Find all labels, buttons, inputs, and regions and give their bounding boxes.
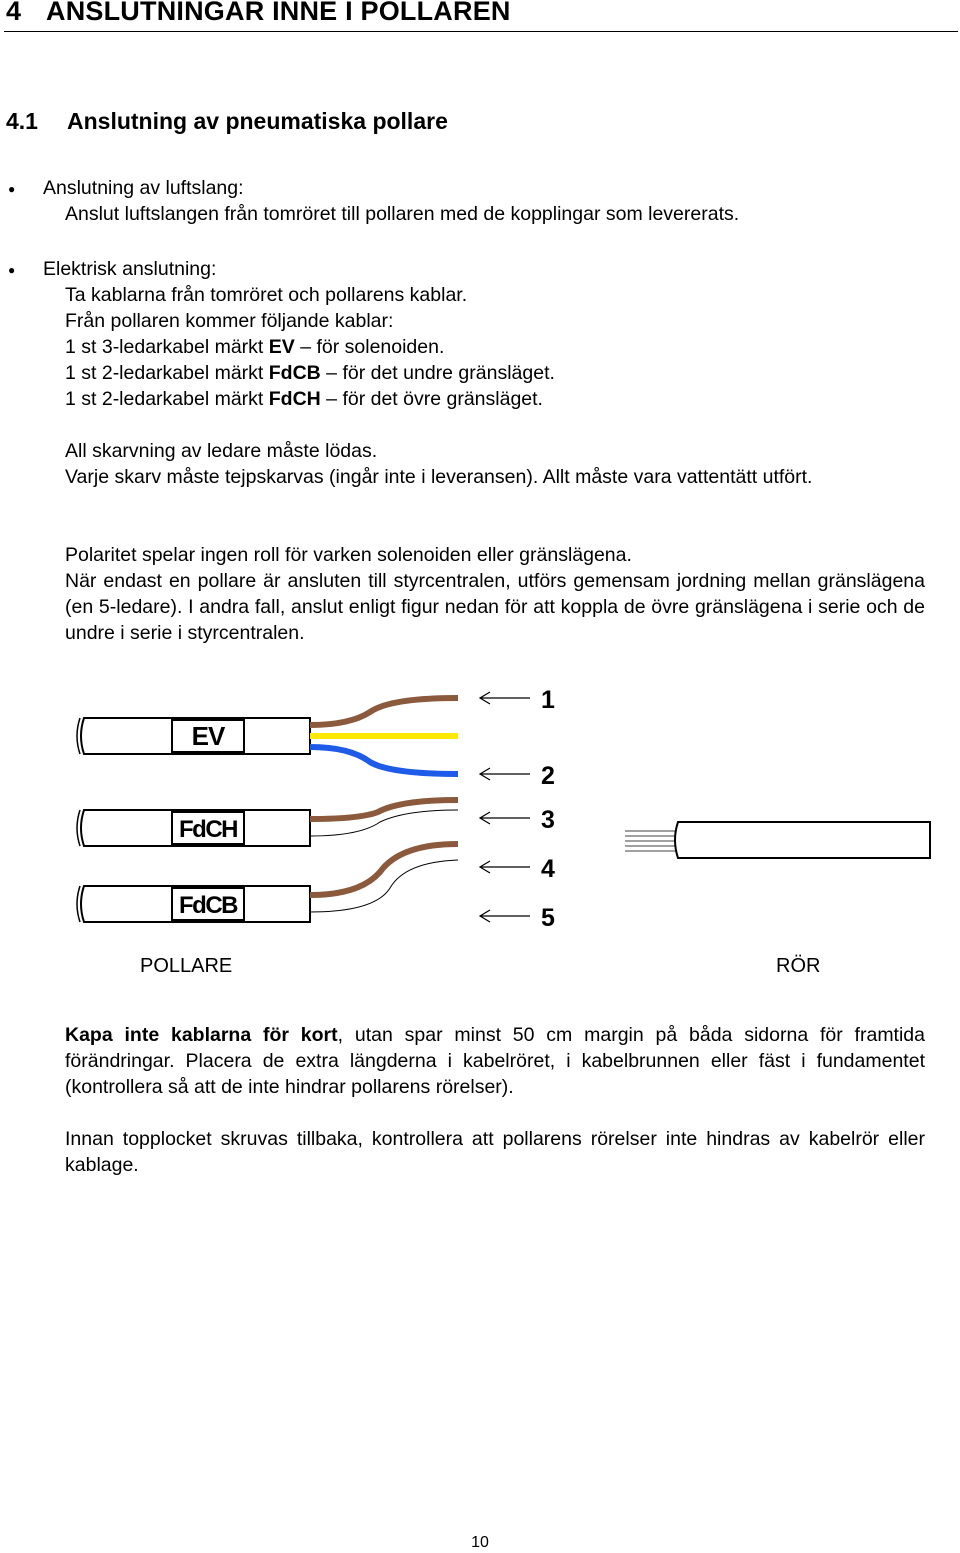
cable-suffix: – för det undre gränsläget.: [320, 362, 555, 384]
wire-number-5: 5: [541, 904, 555, 932]
wire-5-white: [310, 810, 458, 836]
wire-3-blue: [310, 747, 458, 774]
subsection-number: 4.1: [6, 108, 38, 134]
cable-prefix: 1 st 2-ledarkabel märkt: [65, 388, 269, 410]
wire-number-1: 1: [541, 686, 555, 714]
section-title: ANSLUTNINGAR INNE I POLLAREN: [46, 0, 511, 26]
cable-line-fdcb: [65, 360, 555, 386]
ev-cable-label: EV: [191, 721, 225, 751]
cable-line-fdch: [65, 386, 543, 412]
electric-line-2: Från pollaren kommer följande kablar:: [65, 310, 394, 332]
arrow-4: [480, 861, 530, 873]
bullet-title-air: Anslutning av luftslang:: [43, 177, 244, 199]
cable-label: FdCB: [268, 362, 321, 384]
cable-length-warning: [65, 1022, 925, 1100]
grounding-note: När endast en pollare är ansluten till styrcentralen, utförs gemensam jordning mellan gränslägena (en 5-ledare). I andra fall, anslut enligt figur nedan för att koppla de övre gränslägena i serie och de undre i serie i styrcentralen.: [65, 570, 925, 644]
caption-ror: RÖR: [776, 955, 821, 977]
cable-prefix: 1 st 3-ledarkabel märkt: [65, 336, 269, 358]
subsection-title: Anslutning av pneumatiska pollare: [67, 108, 448, 134]
air-instruction: Anslut luftslangen från tomröret till pollaren med de kopplingar som levererats.: [65, 203, 740, 225]
page-number: 10: [471, 1534, 489, 1551]
fdch-cable-label: FdCH: [179, 816, 237, 843]
soldering-note: All skarvning av ledare måste lödas.: [65, 440, 378, 462]
wire-1-brown: [310, 698, 458, 725]
wire-4-brown: [310, 800, 458, 819]
wire-number-2: 2: [541, 762, 555, 790]
bullet-dot: ●: [8, 182, 16, 196]
cable-suffix: – för solenoiden.: [294, 336, 445, 358]
wiring-diagram: [60, 672, 940, 942]
arrow-5: [480, 910, 530, 922]
arrow-3: [480, 812, 530, 824]
bullet-title-electric: Elektrisk anslutning:: [43, 258, 217, 280]
heading-rule: [4, 31, 958, 32]
fdcb-cable-label: FdCB: [179, 892, 237, 919]
warning-text: , utan spar minst 50 cm margin på båda sidorna för framtida förändringar. Placera de extra längderna i kabelröret, i kabelbrunnen eller fäst i fundamentet (kontrollera så att de inte hindrar pollarens rörelser).: [65, 1024, 925, 1098]
wire-number-3: 3: [541, 806, 555, 834]
wire-number-4: 4: [541, 855, 555, 883]
section-number: 4: [6, 0, 22, 26]
wire-6-brown: [310, 844, 458, 895]
cable-label: EV: [268, 336, 295, 358]
arrow-2: [480, 768, 530, 780]
cable-line-ev: [65, 334, 444, 360]
electric-line-1: Ta kablarna från tomröret och pollarens kablar.: [65, 284, 468, 306]
final-check-note: Innan topplocket skruvas tillbaka, kontrollera att pollarens rörelser inte hindras av kabelrör eller kablage.: [65, 1128, 925, 1176]
bullet-dot: ●: [8, 263, 16, 277]
taping-note: Varje skarv måste tejpskarvas (ingår inte i leveransen). Allt måste vara vattentätt utfört.: [65, 466, 813, 488]
cable-prefix: 1 st 2-ledarkabel märkt: [65, 362, 269, 384]
arrow-1: [480, 692, 530, 704]
cable-label: FdCH: [268, 388, 321, 410]
cable-suffix: – för det övre gränsläget.: [320, 388, 543, 410]
subsection-heading: [6, 108, 448, 135]
section-heading: [6, 0, 511, 27]
caption-pollare: POLLARE: [140, 955, 233, 977]
arrow-group: [480, 692, 530, 922]
warning-emphasis: Kapa inte kablarna för kort: [65, 1024, 338, 1046]
polarity-note: Polaritet spelar ingen roll för varken solenoiden eller gränslägena.: [65, 544, 632, 566]
conduit-tube: [675, 822, 930, 858]
conduit-wires: [625, 831, 678, 851]
